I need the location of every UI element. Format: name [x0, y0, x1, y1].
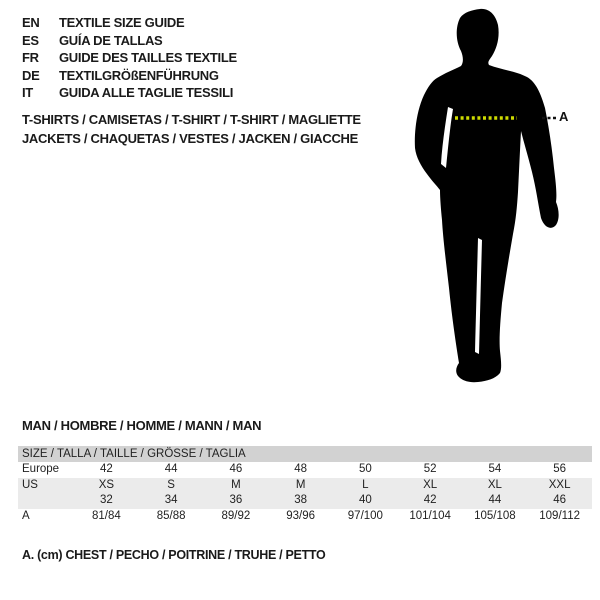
man-silhouette [390, 0, 590, 400]
cell: M [295, 478, 306, 491]
language-title: TEXTILGRÖßENFÜHRUNG [59, 67, 219, 83]
cell: 81/84 [91, 509, 121, 522]
cell: 50 [358, 463, 372, 475]
row-label: Europe [22, 463, 60, 475]
category-jackets: JACKETS / CHAQUETAS / VESTES / JACKEN / GIACCHE [22, 131, 358, 146]
cell: XXL [548, 478, 571, 491]
cell: XL [487, 478, 502, 491]
language-title-list [22, 14, 237, 102]
table-row-a-chest [18, 509, 592, 525]
cell: 40 [358, 494, 372, 506]
row-label [18, 493, 74, 509]
row-label: A [22, 509, 30, 522]
cell: 54 [488, 463, 502, 475]
language-row-de [22, 67, 237, 85]
language-code: EN [22, 15, 40, 30]
row-label: US [22, 478, 38, 491]
language-row-es [22, 32, 237, 50]
cell: 105/108 [474, 509, 516, 522]
language-row-en [22, 14, 237, 32]
cell: 46 [553, 494, 567, 506]
category-tshirts: T-SHIRTS / CAMISETAS / T-SHIRT / T-SHIRT / MAGLIETTE [22, 112, 361, 127]
size-table-header: SIZE / TALLA / TAILLE / GRÖSSE / TAGLIA [18, 446, 592, 462]
cell: 44 [164, 463, 178, 475]
cell: L [362, 478, 369, 491]
cell: 56 [553, 463, 567, 475]
cell: 109/112 [539, 509, 580, 522]
measure-label-a: A [559, 109, 569, 124]
table-row-europe [18, 462, 592, 478]
cell: 42 [423, 494, 437, 506]
cell: 36 [229, 494, 243, 506]
cell: XS [98, 478, 115, 491]
cell: 52 [423, 463, 437, 475]
language-title: TEXTILE SIZE GUIDE [59, 15, 185, 30]
man-silhouette-figure [390, 0, 590, 400]
cell: 42 [99, 463, 113, 475]
language-code: DE [22, 67, 40, 83]
cell: 46 [229, 463, 243, 475]
table-row-us [18, 478, 592, 494]
cell: S [167, 478, 175, 491]
cell: 44 [488, 494, 502, 506]
language-row-it [22, 84, 237, 102]
language-code: IT [22, 85, 33, 100]
cell: 34 [164, 494, 178, 506]
language-code: FR [22, 50, 39, 65]
cell: XL [423, 478, 438, 491]
size-table [18, 446, 592, 524]
cell: M [231, 478, 241, 491]
garment-categories [22, 110, 361, 148]
cell: 48 [294, 463, 308, 475]
language-title: GUIDE DES TAILLES TEXTILE [59, 50, 237, 65]
cell: 38 [294, 494, 308, 506]
language-row-fr [22, 49, 237, 67]
table-row-numeric [18, 493, 592, 509]
cell: 97/100 [347, 509, 383, 522]
cell: 93/96 [286, 509, 316, 522]
language-title: GUIDA ALLE TAGLIE TESSILI [59, 85, 234, 100]
measurement-footnote: A. (cm) CHEST / PECHO / POITRINE / TRUHE / PETTO [22, 548, 326, 562]
language-code: ES [22, 32, 39, 48]
cell: 101/104 [409, 509, 451, 522]
cell: 32 [99, 494, 113, 506]
cell: 89/92 [221, 509, 251, 522]
language-title: GUÍA DE TALLAS [59, 32, 163, 48]
section-title-man: MAN / HOMBRE / HOMME / MANN / MAN [22, 418, 262, 433]
cell: 85/88 [156, 509, 186, 522]
